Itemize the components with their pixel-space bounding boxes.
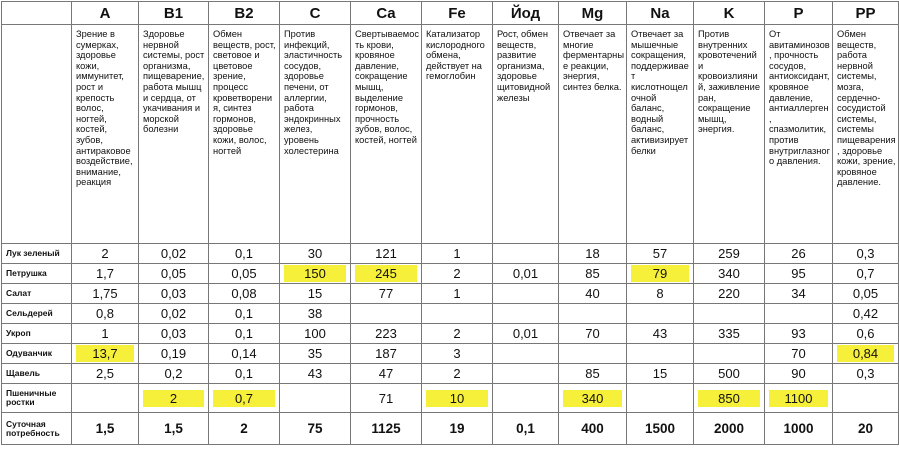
value-cell: 2 [422,264,493,284]
table-row [2,284,899,304]
table-row [2,344,899,364]
value-cell [280,264,351,284]
value-cell: 0,1 [209,364,280,384]
value-cell [833,384,899,413]
value-cell: 8 [627,284,694,304]
value-cell [627,344,694,364]
value-cell: 3 [422,344,493,364]
total-value: 400 [559,413,627,445]
value-cell: 26 [765,244,833,264]
value-cell [72,344,139,364]
row-label: Лук зеленый [2,244,72,264]
value-cell: 93 [765,324,833,344]
description-cell: Обмен веществ, рост, световое и цветовое зрение, процесс кроветворения, синтез гормонов, здоровье кожи, волос, ногтей [209,25,280,244]
value-cell: 18 [559,244,627,264]
corner-header [2,2,72,25]
value-cell [493,384,559,413]
value-cell [694,304,765,324]
value-cell [627,264,694,284]
value-cell [765,384,833,413]
empty-cell [2,25,72,244]
column-header: A [72,2,139,25]
value-cell: 2,5 [72,364,139,384]
value-cell: 40 [559,284,627,304]
description-cell: Рост, обмен веществ, развитие организма, здоровье щитовидной железы [493,25,559,244]
highlighted-value: 0,7 [213,390,275,407]
table-row [2,304,899,324]
value-cell: 1 [72,324,139,344]
nutrient-table [1,1,899,445]
value-cell: 0,05 [833,284,899,304]
total-value: 19 [422,413,493,445]
column-header: K [694,2,765,25]
value-cell: 0,19 [139,344,209,364]
value-cell: 77 [351,284,422,304]
value-cell: 1,75 [72,284,139,304]
value-cell: 0,7 [833,264,899,284]
total-value: 1125 [351,413,422,445]
column-header: Fe [422,2,493,25]
value-cell: 0,01 [493,264,559,284]
value-cell: 38 [280,304,351,324]
total-row [2,413,899,445]
value-cell: 0,2 [139,364,209,384]
value-cell [493,304,559,324]
value-cell [559,344,627,364]
value-cell: 71 [351,384,422,413]
value-cell: 0,03 [139,324,209,344]
highlighted-value: 13,7 [76,345,134,362]
row-label: Пшеничные ростки [2,384,72,413]
value-cell [765,304,833,324]
value-cell [351,264,422,284]
value-cell [139,384,209,413]
column-header: B1 [139,2,209,25]
value-cell: 15 [627,364,694,384]
value-cell: 1,7 [72,264,139,284]
total-value: 0,1 [493,413,559,445]
value-cell: 187 [351,344,422,364]
column-header: PP [833,2,899,25]
table-row [2,264,899,284]
value-cell: 43 [627,324,694,344]
value-cell [493,244,559,264]
value-cell: 0,08 [209,284,280,304]
description-cell: Зрение в сумерках, здоровье кожи, иммунитет, рост и крепость волос, ногтей, костей, зубов, антираковое воздействие, внимание, реакция [72,25,139,244]
value-cell [422,304,493,324]
table-row [2,364,899,384]
highlighted-value: 10 [426,390,488,407]
value-cell: 0,14 [209,344,280,364]
value-cell: 95 [765,264,833,284]
total-value: 2000 [694,413,765,445]
value-cell: 34 [765,284,833,304]
value-cell: 2 [72,244,139,264]
value-cell: 0,3 [833,364,899,384]
highlighted-value: 245 [355,265,417,282]
description-cell: Отвечает за мышечные сокращения, поддерживает кислотнощелочной баланс, водный баланс, активизирует белки [627,25,694,244]
value-cell: 43 [280,364,351,384]
highlighted-value: 340 [563,390,622,407]
value-cell [351,304,422,324]
row-label: Салат [2,284,72,304]
value-cell: 0,05 [139,264,209,284]
column-header: C [280,2,351,25]
value-cell [833,344,899,364]
total-value: 1500 [627,413,694,445]
description-cell: Обмен веществ, работа нервной системы, мозга, сердечно-сосудистой системы, системы пищеварения, здоровье кожи, зрение, кровяное давление. [833,25,899,244]
table-row [2,324,899,344]
table-row [2,384,899,413]
value-cell [493,364,559,384]
value-cell: 2 [422,364,493,384]
highlighted-value: 79 [631,265,689,282]
total-value: 1,5 [72,413,139,445]
column-header: Ca [351,2,422,25]
total-value: 1,5 [139,413,209,445]
value-cell [280,384,351,413]
value-cell [559,304,627,324]
value-cell: 1 [422,284,493,304]
description-row [2,25,899,244]
value-cell: 0,01 [493,324,559,344]
total-value: 75 [280,413,351,445]
value-cell [493,284,559,304]
description-cell: От авитаминозов, прочность сосудов, антиоксидант, кровяное давление, антиаллерген, спазмолитик, против внутриглазного давления. [765,25,833,244]
value-cell: 0,42 [833,304,899,324]
value-cell [627,384,694,413]
value-cell: 259 [694,244,765,264]
value-cell [627,304,694,324]
value-cell: 0,3 [833,244,899,264]
total-value: 20 [833,413,899,445]
value-cell [209,384,280,413]
row-label: Щавель [2,364,72,384]
value-cell: 70 [559,324,627,344]
value-cell: 335 [694,324,765,344]
value-cell: 0,1 [209,304,280,324]
value-cell: 0,1 [209,324,280,344]
value-cell: 90 [765,364,833,384]
value-cell: 0,6 [833,324,899,344]
value-cell: 0,02 [139,304,209,324]
value-cell: 1 [422,244,493,264]
highlighted-value: 0,84 [837,345,894,362]
value-cell: 0,1 [209,244,280,264]
value-cell: 30 [280,244,351,264]
value-cell: 70 [765,344,833,364]
value-cell: 340 [694,264,765,284]
total-value: 1000 [765,413,833,445]
value-cell: 0,03 [139,284,209,304]
description-cell: Против внутренних кровотечений и кровоизлияний, заживление ран, сокращение мышц, энергия. [694,25,765,244]
value-cell: 85 [559,364,627,384]
description-cell: Здоровье нервной системы, рост организма, пищеварение, работа мышц и сердца, от укачивания и морской болезни [139,25,209,244]
row-label: Укроп [2,324,72,344]
description-cell: Свертываемость крови, кровяное давление, сокращение мышц, выделение гормонов, прочность зубов, волос, костей, ногтей [351,25,422,244]
total-label: Суточная потребность [2,413,72,445]
highlighted-value: 1100 [769,390,828,407]
column-header: Na [627,2,694,25]
column-header: Mg [559,2,627,25]
value-cell: 2 [422,324,493,344]
value-cell [422,384,493,413]
row-label: Сельдерей [2,304,72,324]
row-label: Одуванчик [2,344,72,364]
value-cell [72,384,139,413]
value-cell [694,344,765,364]
value-cell: 500 [694,364,765,384]
column-header: B2 [209,2,280,25]
row-label: Петрушка [2,264,72,284]
description-cell: Катализатор кислородного обмена, действует на гемоглобин [422,25,493,244]
highlighted-value: 2 [143,390,204,407]
value-cell [559,384,627,413]
value-cell: 57 [627,244,694,264]
value-cell: 0,02 [139,244,209,264]
value-cell: 85 [559,264,627,284]
value-cell [694,384,765,413]
highlighted-value: 150 [284,265,346,282]
total-value: 2 [209,413,280,445]
value-cell: 15 [280,284,351,304]
value-cell: 220 [694,284,765,304]
column-header: P [765,2,833,25]
value-cell: 47 [351,364,422,384]
value-cell: 100 [280,324,351,344]
value-cell: 223 [351,324,422,344]
table-row [2,244,899,264]
value-cell: 121 [351,244,422,264]
value-cell [493,344,559,364]
description-cell: Против инфекций, эластичность сосудов, здоровье печени, от аллергии, работа эндокринных желез, уровень холестерина [280,25,351,244]
highlighted-value: 850 [698,390,760,407]
value-cell: 35 [280,344,351,364]
description-cell: Отвечает за многие ферментарные реакции, энергия, синтез белка. [559,25,627,244]
value-cell: 0,05 [209,264,280,284]
header-row [2,2,899,25]
value-cell: 0,8 [72,304,139,324]
column-header: Йод [493,2,559,25]
